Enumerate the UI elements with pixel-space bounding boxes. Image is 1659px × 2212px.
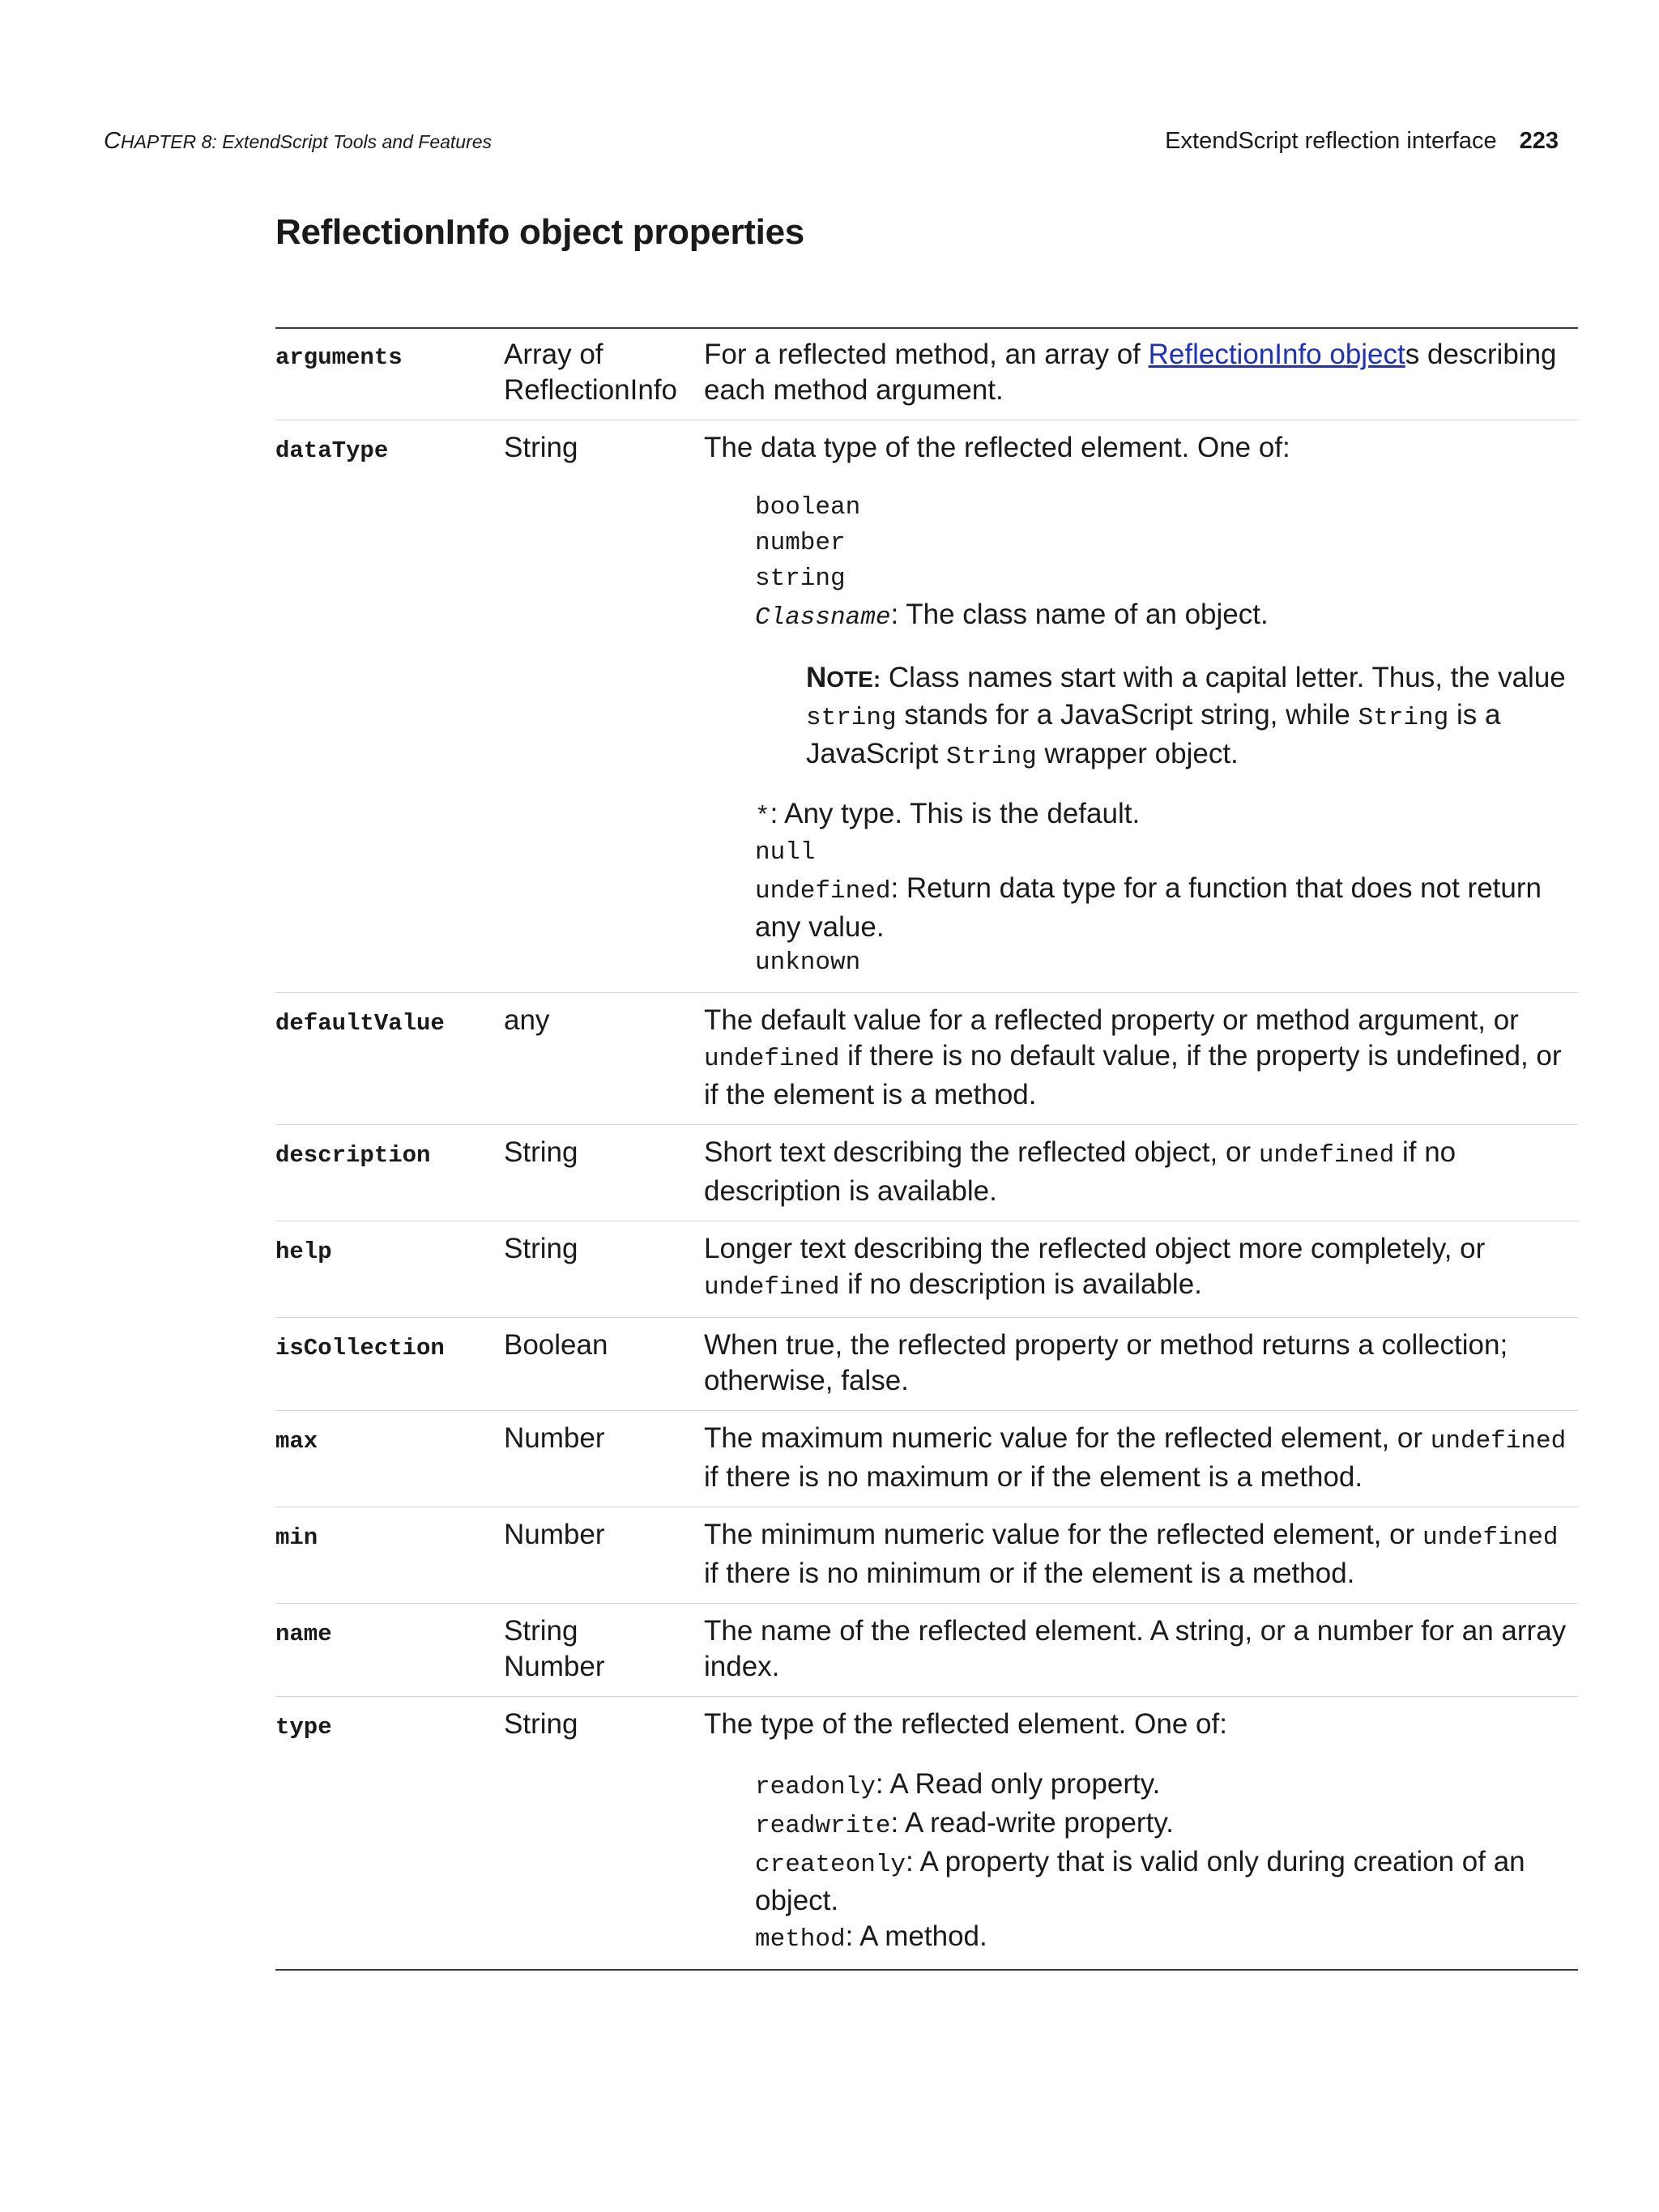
value-item: number (755, 529, 846, 557)
property-description (704, 337, 1578, 408)
property-name: description (275, 1142, 431, 1169)
section-heading (1165, 128, 1559, 155)
property-name: help (275, 1238, 332, 1265)
note-text: wrapper object. (1036, 738, 1239, 769)
table-row (275, 1507, 1578, 1603)
value-desc: : Any type. This is the default. (770, 798, 1141, 829)
value-item (755, 1919, 1578, 1958)
table-row (275, 1410, 1578, 1507)
property-description (704, 1135, 1578, 1209)
value-code: createonly (755, 1851, 906, 1879)
value-item: boolean (755, 493, 861, 522)
reflectioninfo-link[interactable]: ReflectionInfo object (1148, 339, 1405, 370)
value-item (755, 1844, 1578, 1919)
value-desc: : A method. (845, 1920, 987, 1952)
value-code: method (755, 1925, 846, 1954)
property-type: Number (504, 1519, 605, 1550)
value-item (755, 1805, 1578, 1844)
property-description (704, 1421, 1578, 1495)
property-type: String (504, 1233, 578, 1264)
property-type (504, 1613, 704, 1685)
note-text: is a JavaScript (806, 699, 1501, 769)
property-name: type (275, 1714, 332, 1741)
value-code: * (755, 803, 770, 831)
type-line: Number (504, 1651, 605, 1682)
property-description (704, 1003, 1578, 1113)
note-text: stands for a JavaScript string, while (896, 699, 1358, 731)
desc-text: For a reflected method, an array of (704, 339, 1149, 370)
note-code: String (1358, 704, 1449, 732)
desc-text: The minimum numeric value for the reflected element, or (704, 1519, 1423, 1550)
desc-code: undefined (1422, 1524, 1559, 1552)
value-desc: : A read-write property. (890, 1807, 1174, 1839)
note-label (806, 662, 881, 693)
property-name: defaultValue (275, 1010, 445, 1037)
chapter-rest: HAPTER 8: ExtendScript Tools and Features (120, 131, 493, 152)
desc-code: undefined (1258, 1141, 1395, 1170)
note-code: String (946, 743, 1037, 771)
property-type (504, 337, 704, 408)
desc-text: The maximum numeric value for the reflected element, or (704, 1422, 1431, 1454)
value-desc: : Return data type for a function that does not return any value. (755, 872, 1542, 943)
desc-text: The type of the reflected element. One of: (704, 1708, 1227, 1740)
table-row (275, 1603, 1578, 1696)
value-item: unknown (755, 948, 861, 977)
property-name: arguments (275, 344, 403, 371)
type-line: ReflectionInfo (504, 374, 678, 406)
property-name: name (275, 1621, 332, 1647)
value-item: null (755, 838, 816, 867)
note-block (704, 660, 1578, 775)
note-rest: OTE: (826, 667, 881, 692)
value-code: Classname (755, 603, 891, 632)
value-item: string (755, 565, 846, 593)
page-header (104, 128, 1559, 160)
property-type: String (504, 1708, 578, 1740)
page-number: 223 (1519, 128, 1559, 154)
value-list (704, 796, 1578, 981)
type-line: Array of (504, 339, 603, 370)
table-row (275, 1124, 1578, 1221)
value-item (755, 871, 1578, 945)
property-type: any (504, 1004, 550, 1036)
property-type: Number (504, 1422, 605, 1454)
property-type: Boolean (504, 1329, 608, 1361)
desc-code: undefined (704, 1273, 840, 1302)
chapter-cap: C (104, 128, 121, 154)
desc-code: undefined (1430, 1427, 1567, 1455)
table-row (275, 329, 1578, 420)
desc-text: if there is no maximum or if the element is a method. (704, 1461, 1363, 1493)
desc-code: undefined (704, 1045, 840, 1073)
value-code: readwrite (755, 1812, 891, 1840)
value-desc: : A property that is valid only during creation of an object. (755, 1846, 1525, 1916)
table-row (275, 992, 1578, 1124)
property-description (704, 1707, 1578, 1958)
value-desc: : A Read only property. (875, 1768, 1161, 1800)
property-type: String (504, 1136, 578, 1168)
desc-text: The default value for a reflected property or method argument, or (704, 1004, 1519, 1036)
chapter-heading (104, 128, 492, 155)
property-description (704, 1231, 1578, 1306)
value-code: readonly (755, 1773, 876, 1801)
note-code: string (806, 704, 897, 732)
note-text: Class names start with a capital letter. Thus, the value (881, 662, 1566, 693)
value-list (704, 490, 1578, 636)
value-item (755, 796, 1578, 835)
desc-text: The data type of the reflected element. One of: (704, 432, 1290, 463)
property-description (704, 1517, 1578, 1592)
value-item (755, 597, 1578, 636)
note-cap: N (806, 662, 827, 693)
desc-text: Longer text describing the reflected object more completely, or (704, 1233, 1486, 1264)
property-name: isCollection (275, 1335, 445, 1362)
page-title: ReflectionInfo object properties (275, 212, 804, 252)
desc-text: if there is no default value, if the property is undefined, or if the element is a method. (704, 1040, 1562, 1110)
type-line: String (504, 1615, 578, 1647)
desc-text: if no description is available. (704, 1136, 1456, 1207)
desc-text: if there is no minimum or if the element is a method. (704, 1558, 1355, 1589)
desc-text: Short text describing the reflected object, or (704, 1136, 1259, 1168)
value-item (755, 1767, 1578, 1805)
table-row (275, 1696, 1578, 1969)
value-desc: : The class name of an object. (890, 599, 1269, 630)
property-description (704, 430, 1578, 981)
property-description: When true, the reflected property or method returns a collection; otherwise, false. (704, 1329, 1508, 1396)
property-name: min (275, 1524, 318, 1551)
value-list (704, 1767, 1578, 1958)
value-code: undefined (755, 877, 891, 906)
desc-text: s describing each method argument. (704, 339, 1557, 406)
property-type: String (504, 432, 578, 463)
table-row (275, 1317, 1578, 1410)
property-name: max (275, 1428, 318, 1455)
table-row (275, 420, 1578, 992)
properties-table (275, 327, 1578, 1971)
table-row (275, 1221, 1578, 1317)
section-name: ExtendScript reflection interface (1165, 128, 1497, 154)
desc-text: if no description is available. (839, 1268, 1202, 1300)
property-description: The name of the reflected element. A string, or a number for an array index. (704, 1615, 1567, 1682)
property-name: dataType (275, 437, 389, 464)
